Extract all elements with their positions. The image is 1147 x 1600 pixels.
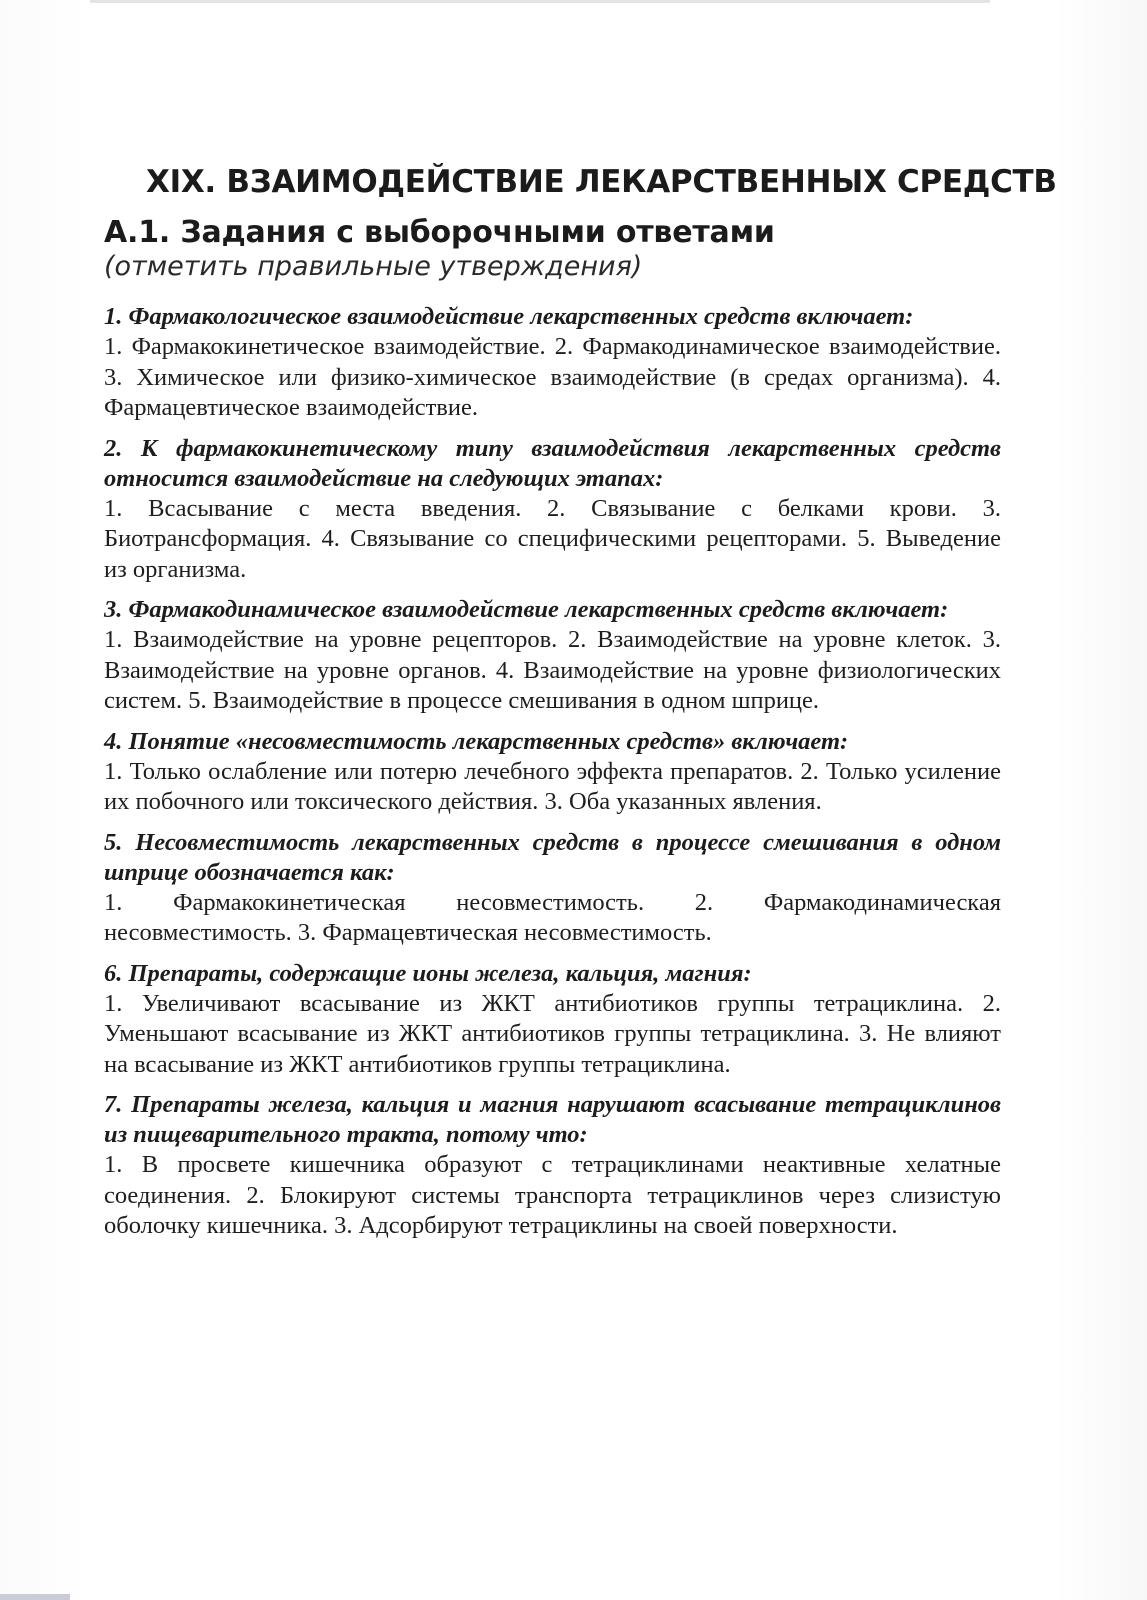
question-answers: 1. В просвете кишечника образуют с тетрациклинами неактивные хелатные соединения. 2. Блокируют системы транспорта тетрациклинов через слизистую оболочку кишечника. 3. Адсорбируют тетрациклины на своей поверхности.	[104, 1151, 1001, 1239]
question-answers: 1. Всасывание с места введения. 2. Связывание с белками крови. 3. Биотрансформация. 4. Связывание со специфическими рецепторами. 5. Выведение из организма.	[104, 494, 1001, 583]
question-7	[104, 1090, 1001, 1242]
page-corner-mark	[0, 1594, 70, 1600]
question-title: 4. Понятие «несовместимость лекарственных средств» включает:	[104, 727, 849, 755]
question-answers: 1. Фармакокинетическая несовместимость. 2. Фармакодинамическая несовместимость. 3. Фармацевтическая несовместимость.	[104, 888, 1001, 946]
section-subtitle: (отметить правильные утверждения)	[104, 251, 643, 282]
question-2	[104, 434, 1001, 586]
question-answers: 1. Взаимодействие на уровне рецепторов. 2. Взаимодействие на уровне клеток. 3. Взаимодействие на уровне органов. 4. Взаимодействие на уровне физиологических систем. 5. Взаимодействие в процессе смешивания в одном шприце.	[104, 626, 1001, 714]
question-list	[104, 302, 1001, 1242]
question-title: 3. Фармакодинамическое взаимодействие лекарственных средств включает:	[104, 596, 949, 623]
question-answers: 1. Увеличивают всасывание из ЖКТ антибиотиков группы тетрациклина. 2. Уменьшают всасывание из ЖКТ антибиотиков группы тетрациклина. 3. Не влияют на всасывание из ЖКТ антибиотиков группы тетрациклина.	[104, 989, 1001, 1078]
question-title: 7. Препараты железа, кальция и магния нарушают всасывание тетрациклинов из пищеварительного тракта, потому что:	[104, 1091, 1001, 1148]
chapter-title: XIX. ВЗАИМОДЕЙСТВИЕ ЛЕКАРСТВЕННЫХ СРЕДСТВ	[146, 164, 1057, 200]
question-answers: 1. Фармакокинетическое взаимодействие. 2. Фармакодинамическое взаимодействие. 3. Химическое или физико-химическое взаимодействие (в средах организма). 4. Фармацевтическое взаимодействие.	[104, 333, 1001, 421]
question-title: 1. Фармакологическое взаимодействие лекарственных средств включает:	[104, 303, 914, 330]
section-title: А.1. Задания с выборочными ответами	[104, 215, 775, 250]
question-4	[104, 727, 1001, 818]
question-6	[104, 959, 1001, 1081]
question-title: 5. Несовместимость лекарственных средств в процессе смешивания в одном шприце обозначается как:	[104, 828, 1001, 886]
question-answers: 1. Только ослабление или потерю лечебного эффекта препаратов. 2. Только усиление их побочного или токсического действия. 3. Оба указанных явления.	[104, 757, 1001, 815]
question-3	[104, 595, 1001, 717]
question-1	[104, 302, 1001, 424]
question-title: 6. Препараты, содержащие ионы железа, кальция, магния:	[104, 959, 752, 987]
question-title: 2. К фармакокинетическому типу взаимодействия лекарственных средств относится взаимодействие на следующих этапах:	[104, 434, 1001, 492]
page-top-edge	[90, 0, 990, 3]
question-5	[104, 828, 1001, 949]
page-content	[104, 160, 1057, 1252]
